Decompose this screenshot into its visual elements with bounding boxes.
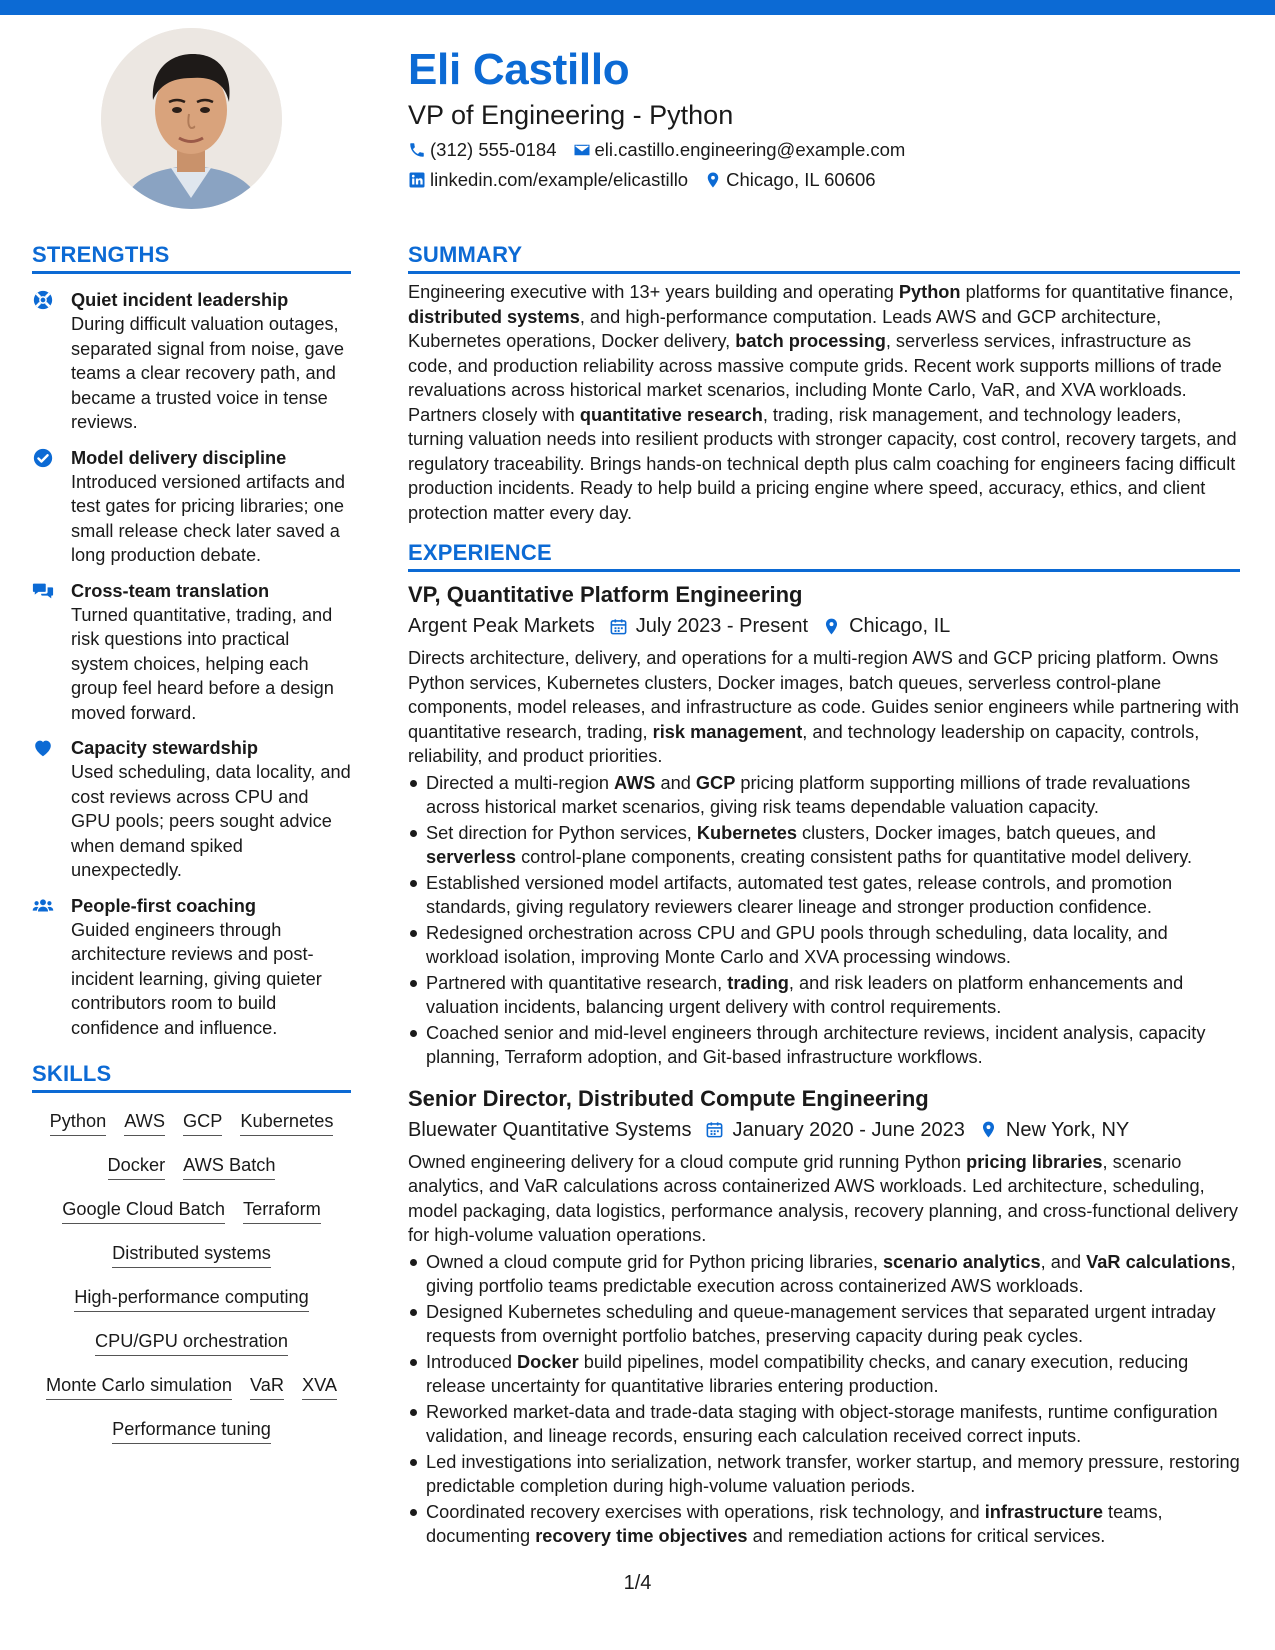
strength-name: Capacity stewardship	[71, 738, 258, 758]
strengths-list	[32, 288, 351, 1040]
job-bullets	[408, 1250, 1240, 1549]
strength-body	[71, 894, 351, 1041]
skill-tag: High-performance computing	[74, 1285, 309, 1312]
bold-text: Kubernetes	[696, 822, 797, 843]
text-run: , and high-performance computation. Leads AWS and GCP architecture, Kubernetes operations, Docker delivery,	[408, 306, 1162, 351]
skill-tag: Distributed systems	[112, 1241, 271, 1268]
bullet-item	[408, 1021, 1240, 1070]
location-text: Chicago, IL 60606	[726, 169, 876, 190]
strength-description: Guided engineers through architecture reviews and post-incident learning, giving quieter contributors room to build confidence and influence.	[71, 919, 322, 1038]
text-run: Engineering executive with 13+ years building and operating	[408, 282, 899, 302]
experience-heading: EXPERIENCE	[408, 539, 1240, 572]
strength-body	[71, 736, 351, 883]
strength-description: Introduced versioned artifacts and test gates for pricing libraries; one small release check later saved a long production debate.	[71, 471, 345, 565]
skill-tag: Performance tuning	[112, 1417, 271, 1444]
text-run: Set direction for Python services,	[426, 822, 697, 843]
contact-location	[704, 168, 875, 192]
strength-description: During difficult valuation outages, separated signal from noise, gave teams a clear recovery path, and became a trusted voice in tense reviews.	[71, 314, 344, 432]
bold-text: pricing libraries	[966, 1151, 1103, 1172]
job-description	[408, 646, 1240, 769]
text-run: , and risk leaders on platform enhancements and valuation incidents, balancing urgent delivery with control requirements.	[426, 972, 1184, 1017]
bullet-item	[408, 1450, 1240, 1499]
calendar-icon	[705, 1120, 724, 1139]
strength-description: Used scheduling, data locality, and cost reviews across CPU and GPU pools; peers sought advice when demand spiked unexpectedly.	[71, 762, 351, 880]
text-run: Redesigned orchestration across CPU and GPU pools through scheduling, data locality, and workload isolation, improving Monte Carlo and XVA processing windows.	[426, 922, 1168, 967]
text-run: and	[655, 772, 696, 793]
portrait-illustration	[101, 28, 282, 209]
bullet-item	[408, 1500, 1240, 1549]
contact-phone	[408, 138, 557, 162]
chat-bubbles-icon	[32, 580, 56, 604]
linkedin-icon	[408, 171, 426, 189]
job-meta	[408, 1116, 1240, 1144]
text-run: and remediation actions for critical services.	[747, 1526, 1106, 1546]
strength-item	[32, 736, 351, 883]
skill-tag: Python	[50, 1109, 107, 1136]
skill-tag: CPU/GPU orchestration	[95, 1329, 288, 1356]
text-run: clusters, Docker images, batch queues, and	[796, 822, 1156, 843]
map-pin-icon	[704, 171, 722, 189]
bullet-item	[408, 871, 1240, 920]
right-column	[408, 241, 1240, 1550]
strength-body	[71, 446, 351, 568]
bold-text: distributed systems	[408, 306, 580, 327]
summary-text	[408, 280, 1240, 525]
skill-tag: Monte Carlo simulation	[46, 1373, 232, 1400]
text-run: control-plane components, creating consistent paths for quantitative model delivery.	[516, 847, 1193, 867]
bold-text: quantitative research	[579, 404, 763, 425]
top-accent-bar	[0, 0, 1275, 15]
bold-text: serverless	[426, 847, 517, 867]
email-link[interactable]: eli.castillo.engineering@example.com	[594, 139, 906, 160]
strengths-heading: STRENGTHS	[32, 241, 351, 274]
strength-name: Model delivery discipline	[71, 447, 287, 468]
bold-text: scenario analytics	[882, 1251, 1041, 1272]
bold-text: GCP	[695, 772, 736, 793]
text-run: Led investigations into serialization, network transfer, worker startup, and memory pressure, restoring predictable completion during high-volume valuation periods.	[426, 1451, 1240, 1496]
text-run: platforms for quantitative finance,	[960, 282, 1234, 302]
bullet-item	[408, 921, 1240, 970]
strength-item	[32, 288, 351, 435]
envelope-icon	[573, 141, 591, 159]
strength-name: People-first coaching	[71, 895, 256, 916]
strength-name: Quiet incident leadership	[71, 290, 289, 310]
contact-linkedin[interactable]	[408, 168, 688, 192]
skill-tag: XVA	[302, 1373, 337, 1400]
strength-body	[71, 579, 351, 726]
bold-text: batch processing	[735, 331, 886, 351]
skill-tag: AWS Batch	[183, 1153, 275, 1180]
text-run: Designed Kubernetes scheduling and queue-management services that separated urgent intraday requests from overnight portfolio batches, preserving capacity during peak cycles.	[426, 1301, 1216, 1346]
lifebuoy-icon	[32, 289, 56, 313]
text-run: , giving portfolio teams predictable execution across containerized AWS workloads.	[426, 1251, 1236, 1296]
contact-email[interactable]	[573, 138, 906, 162]
text-run: , scenario analytics, and VaR calculations across containerized AWS workloads. Led architecture, scheduling, model packaging, data logistics, performance analysis, recovery planning, and cross-functional delivery for high-volume valuation operations.	[408, 1151, 1238, 1245]
job-bullets	[408, 771, 1240, 1070]
strength-item	[32, 446, 351, 568]
text-run: , and	[1040, 1251, 1087, 1272]
users-icon	[32, 895, 56, 919]
strength-description: Turned quantitative, trading, and risk questions into practical system choices, helping each group feel heard before a design moved forward.	[71, 604, 334, 723]
map-pin-icon	[822, 617, 841, 636]
job-location: New York, NY	[1005, 1118, 1130, 1141]
left-column	[32, 241, 351, 1455]
skill-tag: GCP	[183, 1109, 222, 1136]
skill-tag: Docker	[108, 1153, 166, 1180]
text-run: Directs architecture, delivery, and operations for a multi-region AWS and GCP pricing platform. Owns Python services, Kubernetes clusters, Docker images, batch queues, serverless control-plane components, model releases, and infrastructure as code. Guides senior engineers while partnering with quantitative research, trading,	[408, 648, 1240, 742]
job-entry	[408, 580, 1240, 1070]
bold-text: infrastructure	[984, 1501, 1103, 1522]
candidate-title: VP of Engineering - Python	[408, 100, 734, 130]
bullet-item	[408, 771, 1240, 820]
bullet-item	[408, 971, 1240, 1020]
skill-tag: Kubernetes	[240, 1109, 333, 1136]
company-name: Argent Peak Markets	[408, 615, 595, 637]
page-number: 1/4	[623, 1572, 652, 1594]
skill-tag: VaR	[250, 1373, 284, 1400]
strength-item	[32, 579, 351, 726]
bold-text: risk management	[652, 721, 803, 742]
resume-header	[408, 42, 1228, 192]
text-run: Partnered with quantitative research,	[426, 972, 728, 993]
summary-heading: SUMMARY	[408, 241, 1240, 274]
bold-text: AWS	[614, 772, 656, 793]
heart-icon	[32, 737, 56, 761]
strength-body	[71, 288, 351, 435]
text-run: , and technology leadership on capacity, controls, reliability, and product priorities.	[408, 721, 1200, 766]
job-dates: July 2023 - Present	[635, 615, 809, 637]
job-dates: January 2020 - June 2023	[732, 1118, 965, 1141]
bold-text: Docker	[517, 1351, 579, 1372]
text-run: teams, documenting	[426, 1501, 1163, 1546]
map-pin-icon	[979, 1120, 998, 1139]
bullet-item	[408, 821, 1240, 870]
skill-tag: Google Cloud Batch	[62, 1197, 225, 1224]
contact-row-1	[408, 138, 1228, 162]
text-run: Owned a cloud compute grid for Python pricing libraries,	[426, 1251, 883, 1272]
candidate-name: Eli Castillo	[408, 45, 630, 94]
job-meta	[408, 612, 1240, 640]
text-run: , serverless services, infrastructure as code, and production reliability across massive compute grids. Recent work supports millions of trade revaluations across historical market scenarios, including Monte Carlo, VaR, and XVA workloads. Partners closely with	[408, 331, 1222, 425]
text-run: Established versioned model artifacts, automated test gates, release controls, and promotion standards, giving regulatory reviewers clearer lineage and stronger production confidence.	[426, 872, 1173, 917]
linkedin-link[interactable]: linkedin.com/example/elicastillo	[430, 169, 689, 190]
text-run: Owned engineering delivery for a cloud compute grid running Python	[408, 1151, 967, 1172]
skill-tag: Terraform	[243, 1197, 321, 1224]
phone-icon	[408, 141, 426, 159]
bold-text: Python	[898, 282, 961, 302]
experience-list	[408, 580, 1240, 1549]
skills-heading: SKILLS	[32, 1060, 351, 1093]
bold-text: recovery time objectives	[535, 1526, 748, 1546]
bullet-item	[408, 1300, 1240, 1349]
strength-name: Cross-team translation	[71, 580, 270, 601]
job-entry	[408, 1084, 1240, 1549]
text-run: build pipelines, model compatibility checks, and canary execution, reducing release uncertainty for quantitative libraries entering production.	[426, 1351, 1189, 1396]
skills-list	[32, 1103, 351, 1455]
job-location: Chicago, IL	[849, 615, 951, 637]
job-description	[408, 1150, 1240, 1248]
strength-item	[32, 894, 351, 1041]
bullet-item	[408, 1250, 1240, 1299]
company-name: Bluewater Quantitative Systems	[408, 1118, 692, 1141]
text-run: Coordinated recovery exercises with operations, risk technology, and	[426, 1501, 985, 1522]
phone-text: (312) 555-0184	[430, 139, 557, 160]
bold-text: VaR calculations	[1086, 1251, 1231, 1272]
profile-photo	[101, 28, 282, 209]
text-run: Directed a multi-region	[426, 772, 615, 793]
check-circle-icon	[32, 447, 56, 471]
text-run: pricing platform supporting millions of trade revaluations across historical market scenarios, giving risk teams dependable valuation capacity.	[426, 772, 1191, 817]
bullet-item	[408, 1400, 1240, 1449]
text-run: , trading, risk management, and technology leaders, turning valuation needs into resilient products with stronger capacity, cost control, recovery targets, and regulatory traceability. Brings hands-on technical depth plus calm coaching for engineers facing difficult production incidents. Ready to help build a pricing engine where speed, accuracy, ethics, and client protection matter every day.	[408, 404, 1237, 523]
text-run: Introduced	[426, 1351, 517, 1372]
job-title: VP, Quantitative Platform Engineering	[408, 582, 803, 607]
calendar-icon	[609, 617, 628, 636]
skill-tag: AWS	[124, 1109, 165, 1136]
text-run: Coached senior and mid-level engineers through architecture reviews, incident analysis, capacity planning, Terraform adoption, and Git-based infrastructure workflows.	[426, 1022, 1206, 1067]
bullet-item	[408, 1350, 1240, 1399]
bold-text: trading	[727, 972, 789, 993]
text-run: Reworked market-data and trade-data staging with object-storage manifests, runtime configuration validation, and lineage records, ensuring each calculation received correct inputs.	[426, 1401, 1218, 1446]
job-title: Senior Director, Distributed Compute Engineering	[408, 1085, 929, 1111]
contact-row-2	[408, 168, 1228, 192]
